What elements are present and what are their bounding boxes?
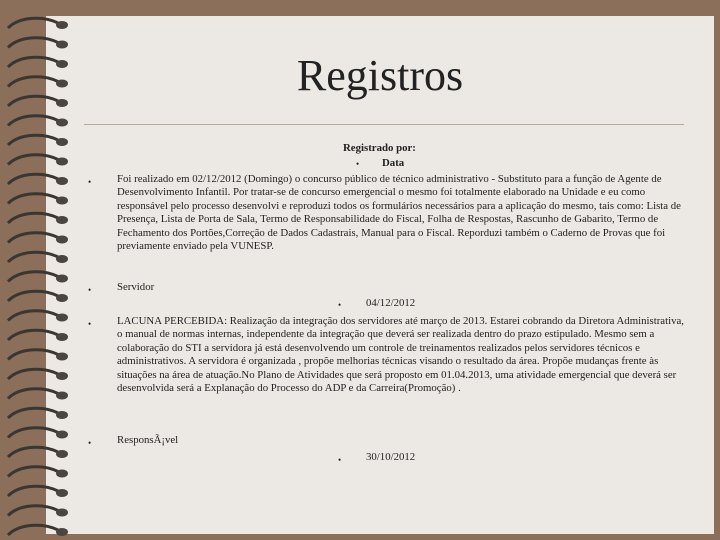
bullet-icon: • xyxy=(88,177,92,187)
item-text-lacuna: LACUNA PERCEBIDA: Realização da integração dos servidores até março de 2013. Estarei cobrando da Diretora Administrativa, o manual de normas internas, independente da integração que deverá ser realizada dentro do prazo estipulado. Mesmo sem a colaboração do STI a servidora já está desenvolvendo um controle de treinamentos realizados pelos servidores técnicos e administrativos. A servidora é organizada , propõe melhorias técnicas visando o resultado da área. Propõe mudanças frente às situações na área de atuação.No Plano de Atividades que será proposto em 01.04.2013, uma atividade emergencial que deverá ser desenvolvida será a Explanação do Processo do ADP e da Carreira(Promoção) . xyxy=(117,315,684,395)
bullet-icon: • xyxy=(88,285,92,295)
item-text-responsavel: ResponsÃ¡vel xyxy=(117,434,179,446)
bullet-icon: • xyxy=(338,300,342,310)
date-1: 04/12/2012 xyxy=(366,297,416,309)
bullet-icon: • xyxy=(88,319,92,329)
bullet-icon: • xyxy=(356,159,360,169)
registered-by-label: Registrado por: xyxy=(343,142,416,154)
bullet-icon: • xyxy=(88,438,92,448)
bullet-icon: • xyxy=(338,455,342,465)
item-text-1: Foi realizado em 02/12/2012 (Domingo) o concurso público de técnico administrativo - Substituto para a função de Agente de Desenvolvimento Infantil. Por tratar-se de concurso emergencial o mesmo foi totalmente elaborado na Unidade e eu como responsável pelo processo desenvolvi e reproduzi todos os formulários necessários para a aplicação do mesmo, tais como: Lista de Presença, Lista de Porta de Sala, Termo de Responsabilidade do Fiscal, Folha de Respostas, Rascunho de Gabarito, Termo de Fechamento dos Portões,Correção de Dados Cadastrais, Manual para o Fiscal. Reporduzi também o Caderno de Provas que foi previamente enviado pela VUNESP. xyxy=(117,173,681,253)
date-2: 30/10/2012 xyxy=(366,451,416,463)
slide-title: Registros xyxy=(296,51,464,100)
item-text-servidor: Servidor xyxy=(117,281,155,293)
data-label: Data xyxy=(382,157,405,169)
